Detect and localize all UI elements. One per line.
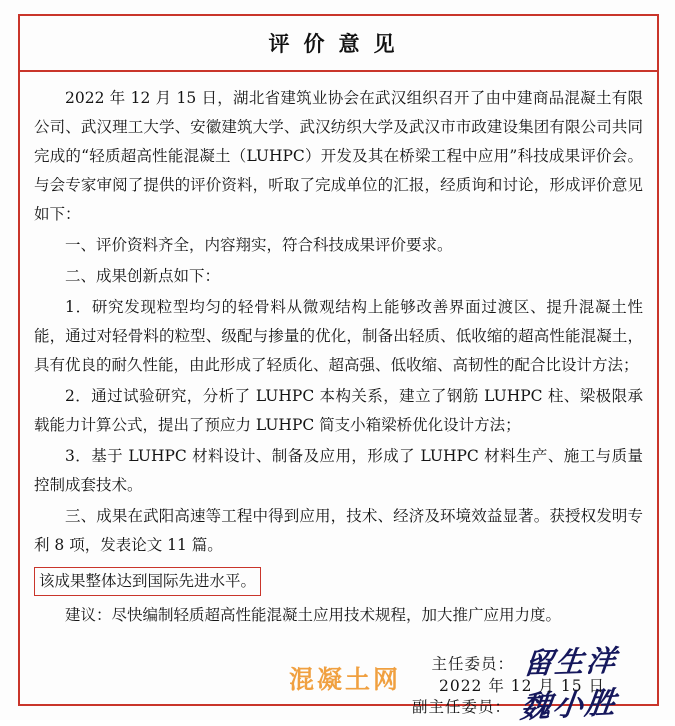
- highlighted-conclusion: 该成果整体达到国际先进水平。: [34, 567, 261, 596]
- paragraph-suggestion: 建议：尽快编制轻质超高性能混凝土应用技术规程，加大推广应用力度。: [65, 606, 562, 624]
- paragraph-intro: 2022 年 12 月 15 日，湖北省建筑业协会在武汉组织召开了由中建商品混凝土有限公司、武汉理工大学、安徽建筑大学、武汉纺织大学及武汉市市政建设集团有限公司共同完成的“轻质超高性能混凝土（LUHPC）开发及其在桥梁工程中应用”科技成果评价会。与会专家审阅了提供的评价资料，听取了完成单位的汇报，经质询和讨论，形成评价意见如下：: [34, 89, 643, 223]
- document-body: [18, 72, 659, 726]
- highlight-row: [34, 564, 643, 599]
- page-title: 评价意见: [268, 31, 409, 56]
- paragraph-innovation-1: 1．研究发现粒型均匀的轻骨料从微观结构上能够改善界面过渡区、提升混凝土性能，通过对轻骨料的粒型、级配与掺量的优化，制备出轻质、低收缩的超高性能混凝土，具有优良的耐久性能，由此形成了轻质化、超高强、低收缩、高韧性的配合比设计方法；: [34, 298, 643, 374]
- watermark-text: 混凝土网: [289, 665, 402, 694]
- signature-handwriting-chair: 留生洋: [522, 643, 620, 681]
- document-date: 2022 年 12 月 15 日: [438, 677, 605, 695]
- paragraph-item-1: 一、评价资料齐全，内容翔实，符合科技成果评价要求。: [65, 236, 453, 254]
- signature-label-vice-chair: 副主任委员：: [411, 698, 511, 716]
- signature-label-chair: 主任委员：: [431, 654, 514, 673]
- paragraph-item-2: 二、成果创新点如下：: [65, 267, 221, 285]
- document-footer: [34, 660, 643, 696]
- paragraph-item-3: 三、成果在武阳高速等工程中得到应用，技术、经济及环境效益显著。获授权发明专利 8 项，发表论文 11 篇。: [34, 507, 643, 554]
- document-content: [18, 14, 659, 726]
- paragraph-innovation-2: 2．通过试验研究，分析了 LUHPC 本构关系，建立了钢筋 LUHPC 柱、梁极限承载能力计算公式，提出了预应力 LUHPC 简支小箱梁桥优化设计方法；: [34, 387, 643, 434]
- signature-handwriting-vice-chair: 魏小胜: [518, 685, 620, 726]
- paragraph-innovation-3: 3．基于 LUHPC 材料设计、制备及应用，形成了 LUHPC 材料生产、施工与质量控制成套技术。: [34, 447, 643, 494]
